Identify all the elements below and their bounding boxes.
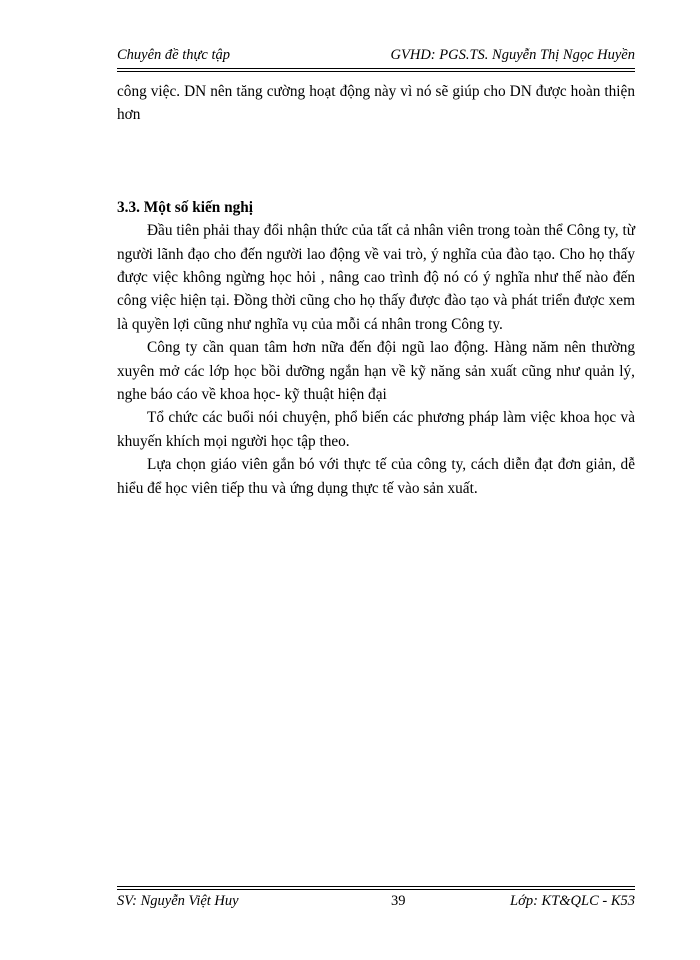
footer-divider-thin: [117, 886, 635, 887]
body-paragraph: Công ty cần quan tâm hơn nữa đến đội ngũ lao động. Hàng năm nên thường xuyên mở các lớp học bồi dưỡng ngắn hạn về kỹ năng sản xuất cũng như quản lý, nghe báo cáo về khoa học- kỹ thuật hiện đại: [117, 339, 635, 404]
header-divider-thin: [117, 71, 635, 72]
page-footer: [117, 893, 635, 915]
body-paragraph: Đầu tiên phải thay đổi nhận thức của tất cả nhân viên trong toàn thể Công ty, từ người lãnh đạo cho đến người lao động về vai trò, ý nghĩa của đào tạo. Cho họ thấy được việc không ngừng học hỏi , nâng cao trình độ nó có ý nghĩa như thế nào đến công việc hiện tại. Đồng thời cũng cho họ thấy được đào tạo và phát triển được xem là quyền lợi cũng như nghĩa vụ của mỗi cá nhân trong Công ty.: [117, 222, 635, 333]
header-document-type: Chuyên đề thực tập: [117, 47, 231, 63]
footer-student: SV: Nguyễn Việt Huy: [117, 893, 239, 909]
body-paragraph: Lựa chọn giáo viên gắn bó với thực tế của công ty, cách diễn đạt đơn giản, dễ hiểu để học viên tiếp thu và ứng dụng thực tế vào sản xuất.: [117, 456, 635, 497]
page-body: [117, 80, 635, 500]
header-supervisor: GVHD: PGS.TS. Nguyễn Thị Ngọc Huyền: [390, 47, 635, 63]
section-heading: 3.3. Một số kiến nghị: [117, 198, 253, 216]
page-header: [117, 45, 635, 67]
continuation-paragraph: công việc. DN nên tăng cường hoạt động này vì nó sẽ giúp cho DN được hoàn thiện hơn: [117, 83, 635, 124]
footer-class: Lớp: KT&QLC - K53: [510, 893, 635, 909]
header-divider: [117, 68, 635, 69]
footer-divider: [117, 889, 635, 890]
body-paragraph: Tổ chức các buổi nói chuyện, phổ biến các phương pháp làm việc khoa học và khuyến khích mọi người học tập theo.: [117, 409, 635, 450]
page-number: 39: [391, 893, 406, 909]
